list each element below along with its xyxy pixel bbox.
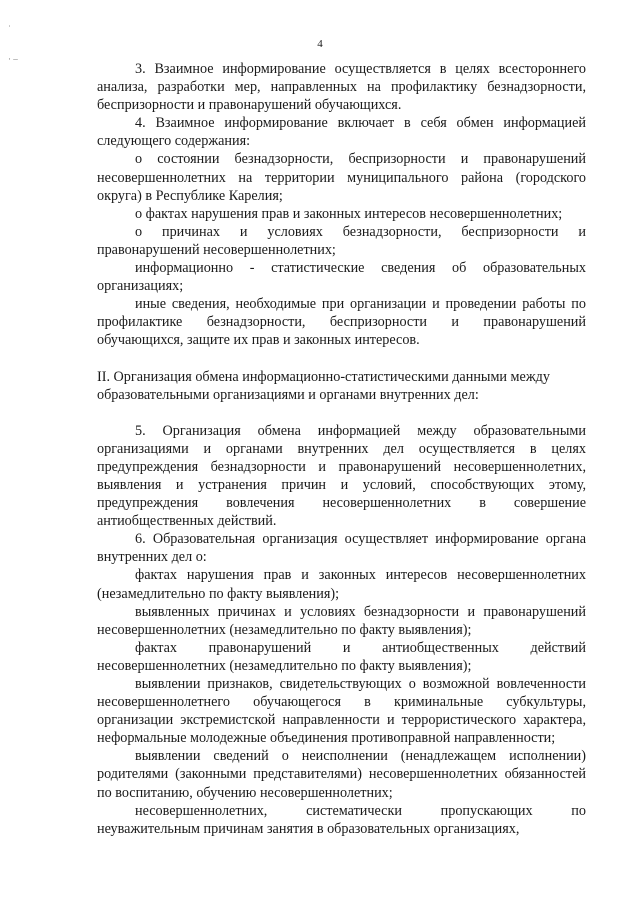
paragraph-4: 4. Взаимное информирование включает в себя обмен информацией следующего содержания: — [97, 115, 586, 150]
list-item: иные сведения, необходимые при организации и проведении работы по профилактике безнадзорности, беспризорности и правонарушений обучающихся, защите их прав и законных интересов. — [97, 296, 586, 349]
list-item: информационно - статистические сведения об образовательных организациях; — [97, 260, 586, 295]
list-item: о состоянии безнадзорности, беспризорности и правонарушений несовершеннолетних на территории муниципального района (городского округа) в Республике Карелия; — [97, 151, 586, 204]
section-heading: II. Организация обмена информационно-статистическими данными между образовательными организациями и органами внутренних дел: — [97, 368, 550, 403]
list-item: о фактах нарушения прав и законных интересов несовершеннолетних; — [135, 205, 563, 222]
list-item: фактах нарушения прав и законных интересов несовершеннолетних (незамедлительно по факту выявления); — [97, 567, 586, 602]
document-body — [97, 60, 586, 838]
list-item: фактах правонарушений и антиобщественных действий несовершеннолетних (незамедлительно по факту выявления); — [97, 639, 586, 674]
paragraph-3: 3. Взаимное информирование осуществляется в целях всестороннего анализа, разработки мер, направленных на профилактику безнадзорности, беспризорности и правонарушений обучающихся. — [97, 61, 586, 114]
list-item: выявлении признаков, свидетельствующих о возможной вовлеченности несовершеннолетнего обучающегося в криминальные субкультуры, организации экстремистской направленности и террористического характера, неформальные молодежные объединения противоправной направленности; — [97, 676, 586, 747]
list-item: выявлении сведений о неисполнении (ненадлежащем исполнении) родителями (законными представителями) несовершеннолетних обязанностей по воспитанию, обучению несовершеннолетних; — [97, 748, 586, 801]
page-number: 4 — [317, 38, 323, 50]
paragraph-6: 6. Образовательная организация осуществляет информирование органа внутренних дел о: — [97, 531, 586, 566]
scan-mark: ˙ — [8, 24, 11, 34]
scan-mark: · – — [8, 54, 18, 64]
list-item: о причинах и условиях безнадзорности, беспризорности и правонарушений несовершеннолетних; — [97, 223, 586, 258]
list-item: выявленных причинах и условиях безнадзорности и правонарушений несовершеннолетних (незамедлительно по факту выявления); — [97, 603, 586, 638]
list-item: несовершеннолетних, систематически пропускающих по неуважительным причинам занятия в образовательных организациях, — [97, 802, 586, 837]
paragraph-5: 5. Организация обмена информацией между образовательными организациями и органами внутренних дел осуществляется в целях предупреждения безнадзорности и правонарушений несовершеннолетних, выявления и устранения причин и условий, способствующих этому, предупреждения вовлечения несовершеннолетних в совершение антиобщественных действий. — [97, 422, 586, 530]
